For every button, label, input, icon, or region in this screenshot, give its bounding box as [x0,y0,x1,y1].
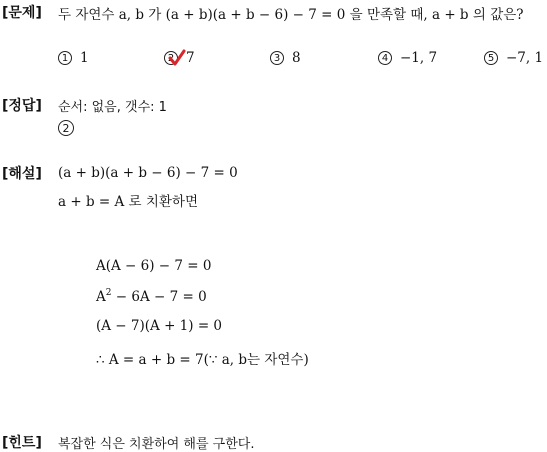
choice-number: 5 [484,51,498,65]
choice-number: 1 [58,51,72,65]
explanation-line-2: a + b = A 로 치환하면 [58,194,199,210]
choice-value: −1, 7 [400,50,438,66]
choice-number: 3 [270,51,284,65]
equation-4: ∴ A = a + b = 7(∵ a, b는 자연수) [96,352,309,368]
equation-1: A(A − 6) − 7 = 0 [96,258,212,274]
explanation-line-1: (a + b)(a + b − 6) − 7 = 0 [58,165,238,181]
problem-text: 두 자연수 a, b 가 (a + b)(a + b − 6) − 7 = 0 을 만족할 때, a + b 의 값은? [58,7,524,23]
choice-value: 1 [80,50,89,66]
choice-5[interactable] [484,50,543,66]
equation-2-rest: − 6A − 7 = 0 [111,289,207,305]
equation-3: (A − 7)(A + 1) = 0 [96,318,223,334]
choice-number: 2 [164,51,178,65]
choice-value: 7 [186,50,195,66]
problem-label: [문제] [2,5,42,21]
check-mark-icon [168,49,186,67]
equation-2 [96,288,207,305]
equation-2-base: A [96,289,106,305]
choice-value: 8 [292,50,301,66]
choice-1[interactable] [58,50,89,66]
choice-4[interactable] [378,50,437,66]
hint-label: [힌트] [2,435,42,451]
answer-circled-number: 2 [58,120,74,136]
choice-3[interactable] [270,50,301,66]
equation-2-exponent: 2 [105,288,112,298]
answer-choice [58,120,74,136]
hint-text: 복잡한 식은 치환하여 해를 구한다. [58,437,255,452]
choice-number: 4 [378,51,392,65]
choice-value: −7, 1 [506,50,544,66]
answer-label: [정답] [2,98,42,114]
explanation-label: [해설] [2,166,42,182]
answer-summary: 순서: 없음, 갯수: 1 [58,100,167,115]
